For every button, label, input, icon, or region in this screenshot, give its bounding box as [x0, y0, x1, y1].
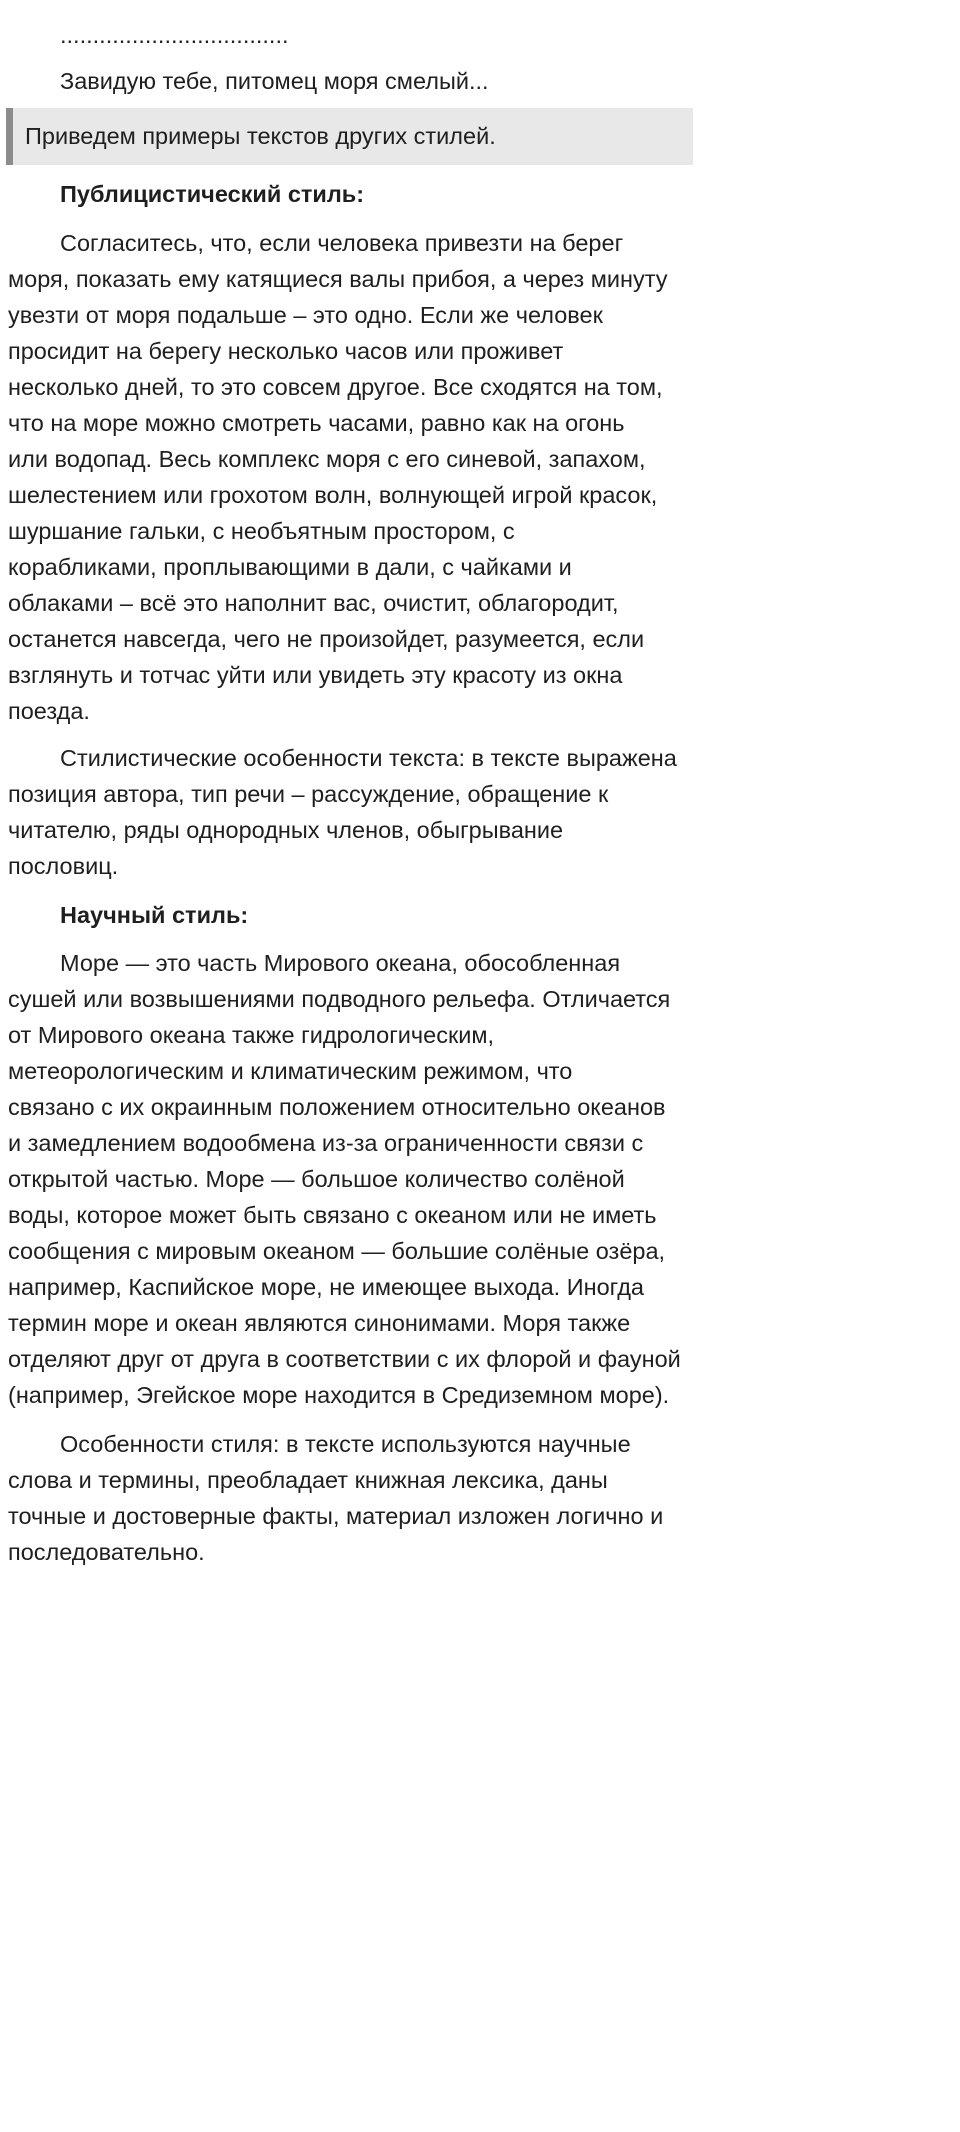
- text-line: Особенности стиля: в тексте используются научные: [60, 1431, 631, 1457]
- text-line: останется навсегда, чего не произойдет, разумеется, если: [8, 626, 645, 652]
- section-heading: Публицистический стиль:: [60, 181, 365, 207]
- text-line: корабликами, проплывающими в дали, с чайками и: [8, 554, 572, 580]
- poem-dots: [8, 17, 708, 53]
- text-line: пословиц.: [8, 853, 119, 879]
- text-line: Море — это часть Мирового океана, обособленная: [60, 950, 621, 976]
- text-line: шелестением или грохотом волн, волнующей игрой красок,: [8, 482, 658, 508]
- text-line: увезти от моря подальше – это одно. Если же человек: [8, 302, 603, 328]
- text-line: Согласитесь, что, если человека привезти на берег: [60, 230, 624, 256]
- publicistic-paragraph: [8, 225, 708, 729]
- text-line: шуршание гальки, с необъятным простором, с: [8, 518, 515, 544]
- text-line: слова и термины, преобладает книжная лексика, даны: [8, 1467, 608, 1493]
- text-line: читателю, ряды однородных членов, обыгрывание: [8, 817, 564, 843]
- text-line: (например, Эгейское море находится в Средиземном море).: [8, 1382, 670, 1408]
- text-line: что на море можно смотреть часами, равно как на огонь: [8, 410, 625, 436]
- text-line: просидит на берегу несколько часов или проживет: [8, 338, 564, 364]
- text-line: или водопад. Весь комплекс моря с его синевой, запахом,: [8, 446, 646, 472]
- text-line: отделяют друг от друга в соответствии с их флорой и фауной: [8, 1346, 681, 1372]
- text-line: от Мирового океана также гидрологическим,: [8, 1022, 495, 1048]
- text-line: связано с их окраинным положением относительно океанов: [8, 1094, 666, 1120]
- scientific-heading: [8, 897, 708, 933]
- text-line: несколько дней, то это совсем другое. Все сходятся на том,: [8, 374, 663, 400]
- scientific-paragraph: [8, 945, 708, 1413]
- note-box: [6, 108, 693, 165]
- text-line: моря, показать ему катящиеся валы прибоя, а через минуту: [8, 266, 668, 292]
- text-line: и замедлением водообмена из-за ограниченности связи с: [8, 1130, 644, 1156]
- verse-line: Завидую тебе, питомец моря смелый...: [60, 68, 489, 94]
- text-line: термин море и океан являются синонимами. Моря также: [8, 1310, 631, 1336]
- text-line: взглянуть и тотчас уйти или увидеть эту красоту из окна: [8, 662, 623, 688]
- text-line: сообщения с мировым океаном — большие солёные озёра,: [8, 1238, 666, 1264]
- scientific-features: [8, 1426, 708, 1570]
- text-line: Стилистические особенности текста: в тексте выражена: [60, 745, 677, 771]
- note-text: Приведем примеры текстов других стилей.: [25, 123, 496, 149]
- text-line: воды, которое может быть связано с океаном или не иметь: [8, 1202, 657, 1228]
- text-line: сушей или возвышениями подводного рельефа. Отличается: [8, 986, 671, 1012]
- text-line: открытой частью. Море — большое количество солёной: [8, 1166, 625, 1192]
- text-line: позиция автора, тип речи – рассуждение, обращение к: [8, 781, 609, 807]
- section-heading: Научный стиль:: [60, 902, 249, 928]
- publicistic-heading: [8, 176, 708, 212]
- text-line: облаками – всё это наполнит вас, очистит, облагородит,: [8, 590, 619, 616]
- poem-verse: [8, 63, 708, 99]
- publicistic-features: [8, 740, 708, 884]
- text-line: например, Каспийское море, не имеющее выхода. Иногда: [8, 1274, 644, 1300]
- text-line: последовательно.: [8, 1539, 205, 1565]
- text-line: точные и достоверные факты, материал изложен логично и: [8, 1503, 664, 1529]
- text-line: поезда.: [8, 698, 90, 724]
- text-line: метеорологическим и климатическим режимом, что: [8, 1058, 573, 1084]
- ellipsis-line: ...................................: [60, 22, 289, 48]
